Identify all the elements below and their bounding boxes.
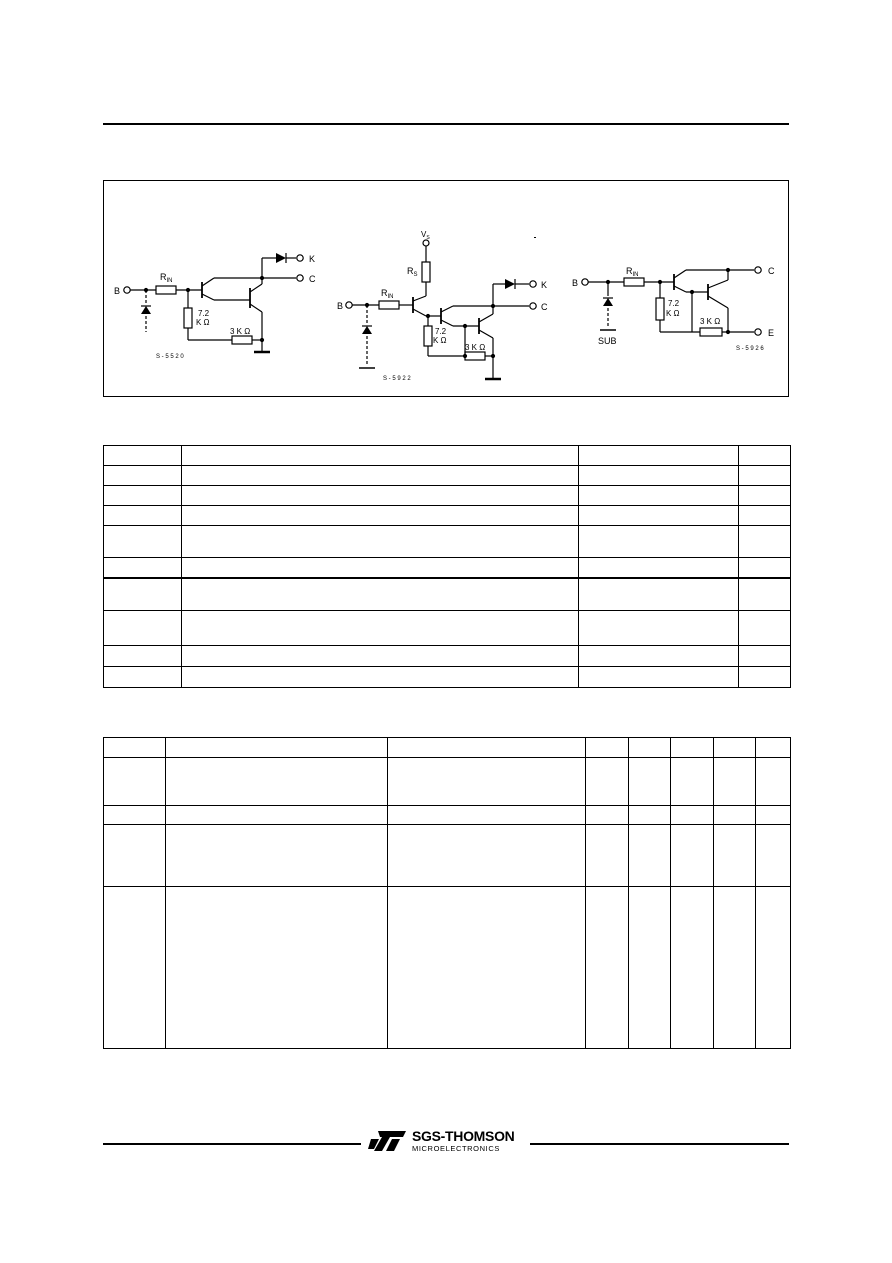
schematic-2-label-c: C xyxy=(541,302,548,312)
schematic-2-label-r2: 3 K Ω xyxy=(465,343,486,352)
schematic-3 xyxy=(568,258,783,368)
footer-rule-left xyxy=(103,1143,361,1145)
schematic-3-label-rin: $R_{IN}$ xyxy=(626,266,639,278)
table-row xyxy=(104,738,791,758)
schematic-2-label-r1-top: 7.2 xyxy=(435,327,447,336)
schematic-2-label-k: K xyxy=(541,280,548,290)
table-row xyxy=(104,806,791,825)
table-row xyxy=(104,646,791,667)
absolute-ratings-table xyxy=(103,445,791,688)
table-row xyxy=(104,578,791,611)
schematic-3-label-r2: 3 K Ω xyxy=(700,317,721,326)
table-row xyxy=(104,825,791,887)
sgs-thomson-logo xyxy=(368,1125,528,1155)
table-row xyxy=(104,667,791,688)
schematic-1-label-c: C xyxy=(309,274,316,284)
stray-mark xyxy=(534,237,536,238)
table-row xyxy=(104,446,791,466)
table-row xyxy=(104,758,791,806)
logo-subtitle: MICROELECTRONICS xyxy=(412,1144,500,1153)
logo-name: SGS-THOMSON xyxy=(412,1128,515,1144)
schematic-1 xyxy=(110,248,330,368)
schematic-1-label-rin: $R_{IN}$ xyxy=(160,272,173,284)
schematic-3-label-e: E xyxy=(768,328,775,338)
schematic-1-label-r2: 3 K Ω xyxy=(230,327,251,336)
schematic-2-label-rin: $R_{IN}$ xyxy=(381,288,394,300)
electrical-characteristics-table xyxy=(103,737,791,1049)
table-row xyxy=(104,887,791,1049)
schematic-2-label-b: B xyxy=(337,301,344,311)
schematic-3-label-b: B xyxy=(572,278,579,288)
table-row xyxy=(104,558,791,578)
schematic-3-label-c: C xyxy=(768,266,775,276)
schematic-1-label-b: B xyxy=(114,286,121,296)
schematic-2-label-vs: $V_S$ xyxy=(421,230,430,241)
table-row xyxy=(104,506,791,526)
header-rule xyxy=(103,123,789,125)
schematic-2-ref: S - 5 9 2 2 xyxy=(383,376,411,382)
schematic-2-label-r1-bottom: K Ω xyxy=(433,336,447,345)
schematic-3-label-r1-bottom: K Ω xyxy=(666,309,680,318)
schematic-1-label-k: K xyxy=(309,254,316,264)
schematic-1-label-r1-bottom: K Ω xyxy=(196,318,210,327)
schematic-1-ref: S - 5 5 2 0 xyxy=(156,354,184,360)
schematic-3-ref: S - 5 9 2 6 xyxy=(736,346,764,352)
table-row xyxy=(104,526,791,558)
schematic-2 xyxy=(333,228,558,388)
schematic-3-label-sub: SUB xyxy=(598,336,617,346)
schematic-2-label-rs: $R_S$ xyxy=(407,266,418,278)
footer-rule-right xyxy=(530,1143,789,1145)
schematic-1-label-r1-top: 7.2 xyxy=(198,309,210,318)
table-row xyxy=(104,486,791,506)
schematic-3-label-r1-top: 7.2 xyxy=(668,299,680,308)
table-row xyxy=(104,611,791,646)
st-logo-icon xyxy=(368,1127,408,1153)
table-row xyxy=(104,466,791,486)
